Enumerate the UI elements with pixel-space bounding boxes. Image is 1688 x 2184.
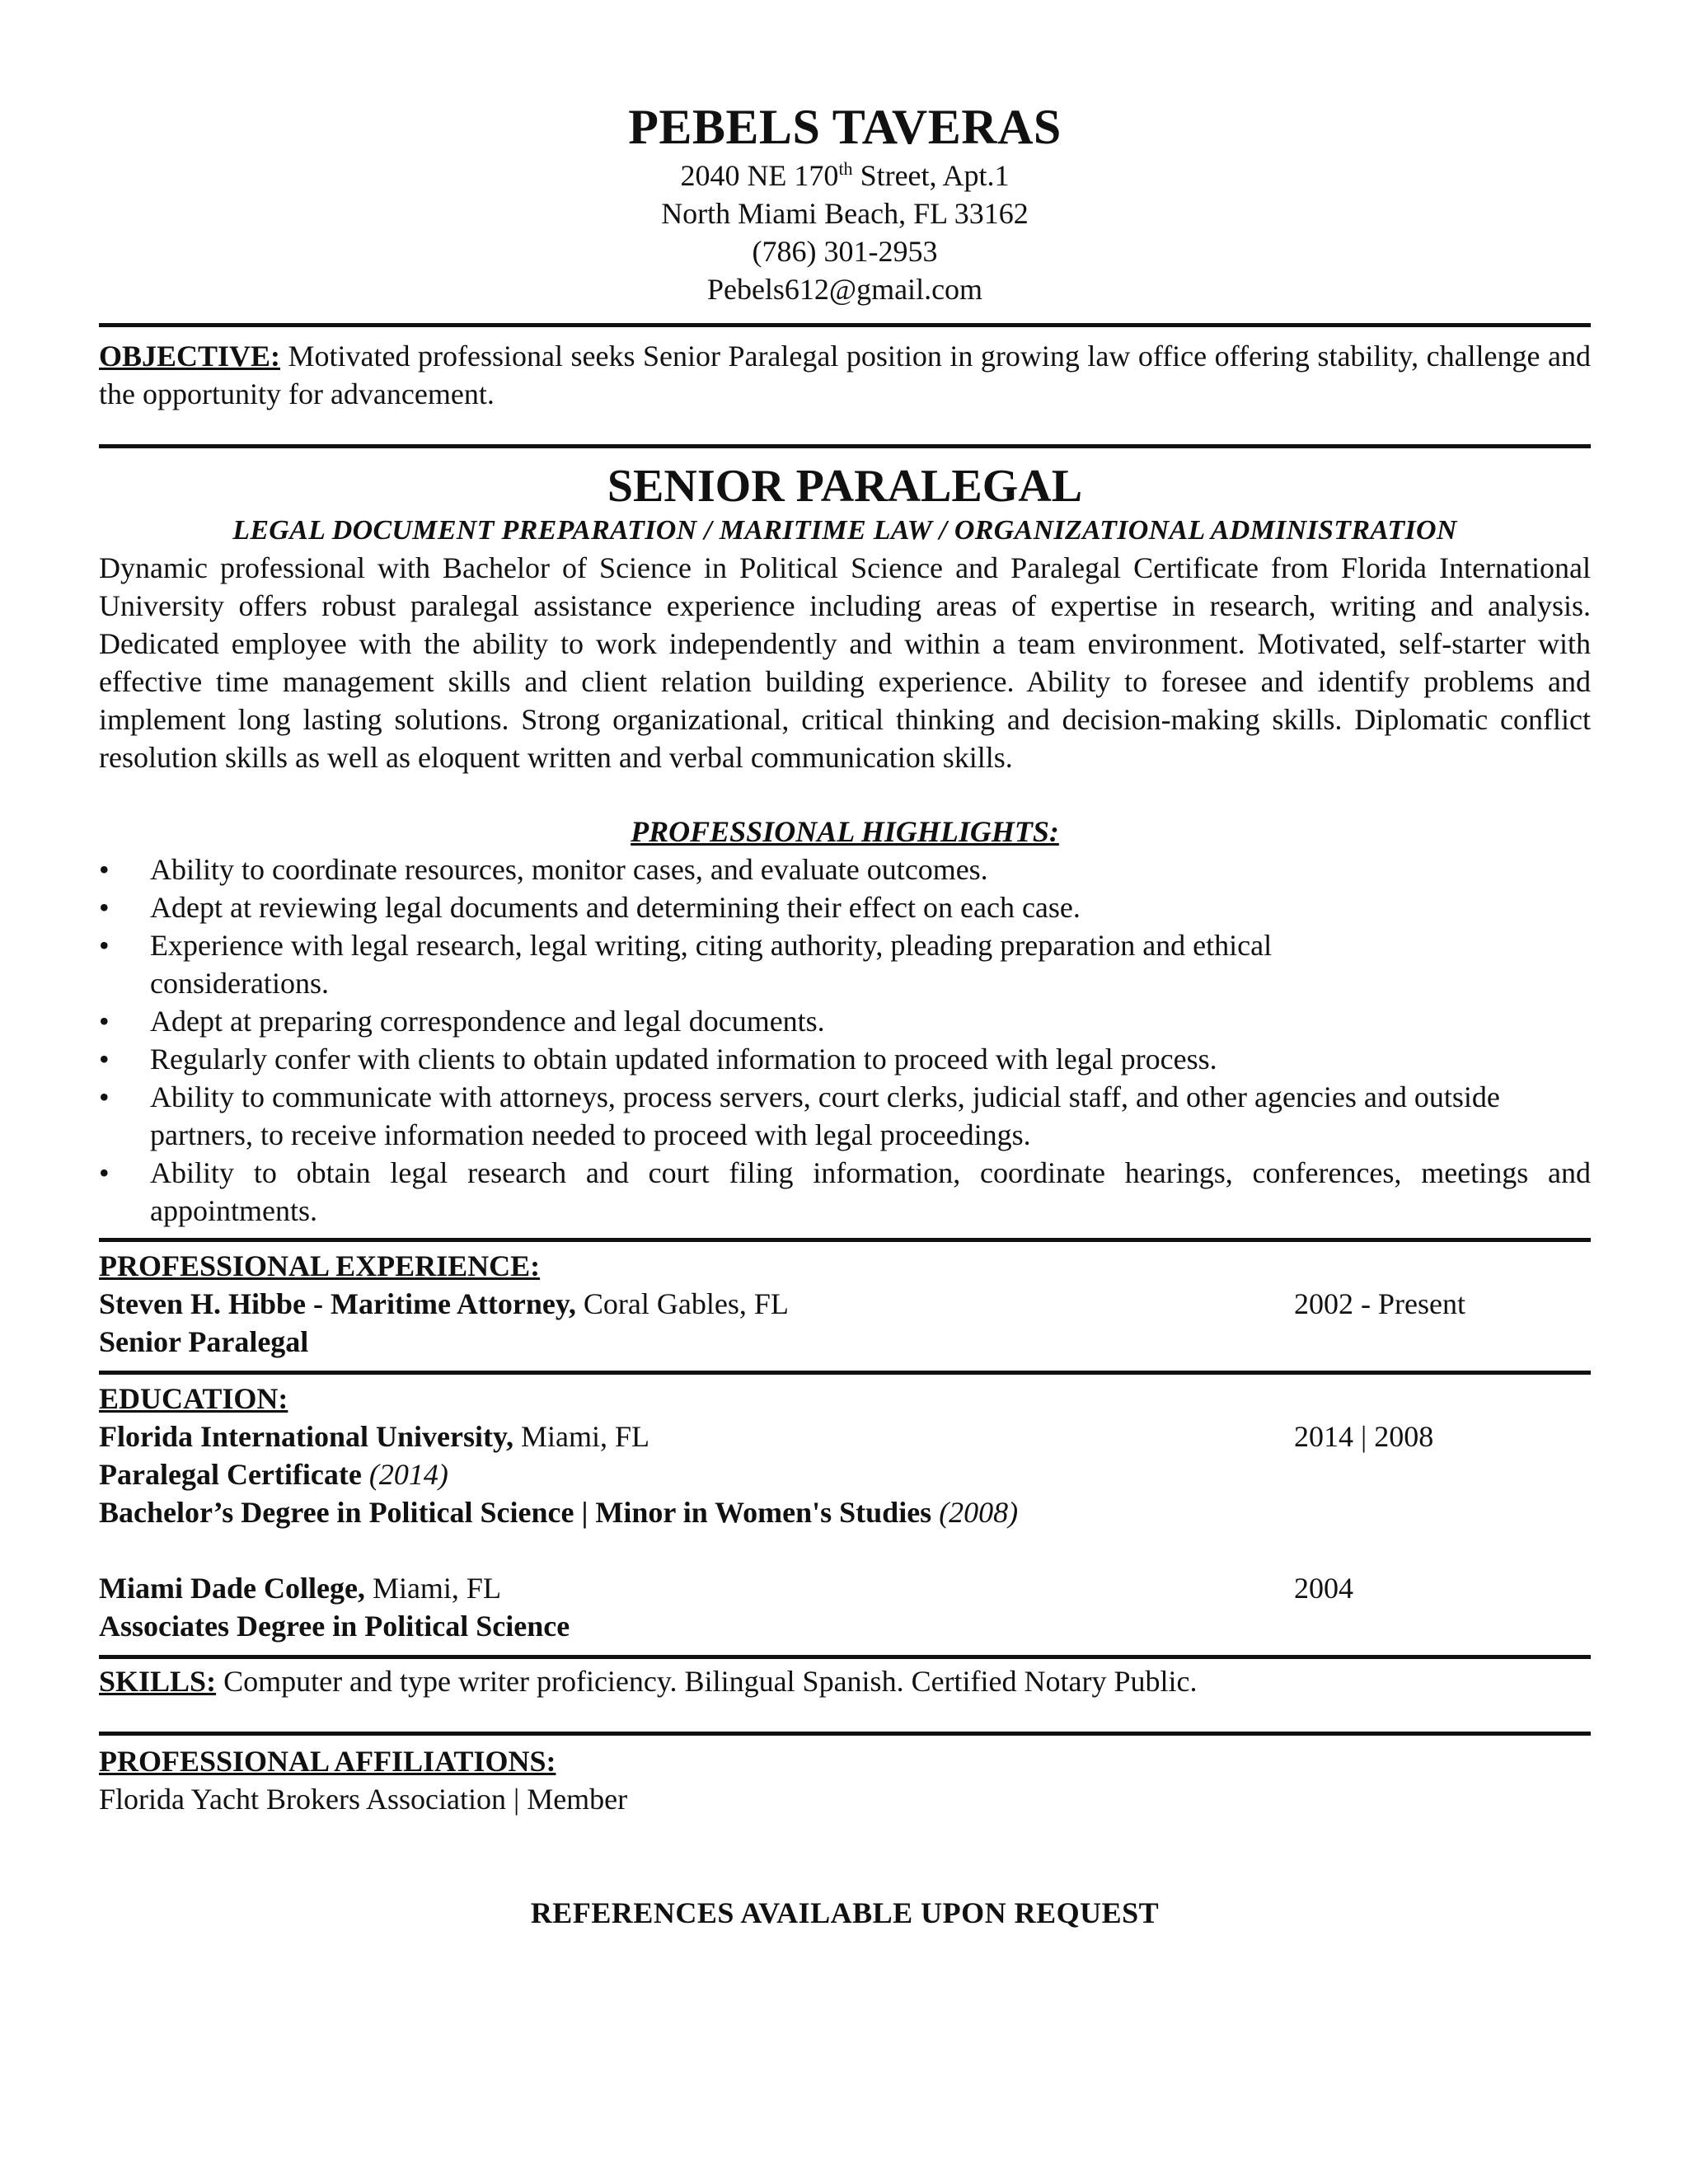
profile-title: SENIOR PARALEGAL xyxy=(607,461,1083,512)
list-item xyxy=(99,851,1591,888)
job-title: Senior Paralegal xyxy=(99,1325,309,1358)
bullet: • xyxy=(99,1156,110,1189)
highlights-heading: PROFESSIONAL HIGHLIGHTS: xyxy=(631,815,1059,848)
candidate-name: PEBELS TAVERAS xyxy=(628,100,1062,154)
email-address: Pebels612@gmail.com xyxy=(706,273,983,306)
affiliation-entry: Florida Yacht Brokers Association | Member xyxy=(99,1783,628,1816)
affiliations-heading: PROFESSIONAL AFFILIATIONS: xyxy=(99,1745,556,1778)
address-ordinal: th xyxy=(838,158,853,179)
list-item-text: Ability to obtain legal research and court filing information, coordinate hearings, conferences, meetings and appointments. xyxy=(150,1156,1591,1227)
objective-label: OBJECTIVE: xyxy=(99,340,281,373)
address-street: Street, Apt.1 xyxy=(852,159,1010,192)
list-item xyxy=(99,1040,1591,1078)
street-address xyxy=(99,157,1591,194)
bullet: • xyxy=(99,1080,110,1113)
certificate-name: Paralegal Certificate xyxy=(99,1458,362,1491)
degree-name: Bachelor’s Degree in Political Science | Minor in Women's Studies xyxy=(99,1496,932,1529)
list-item-text: Ability to communicate with attorneys, process servers, court clerks, judicial staff, and other agencies and outside partners, to receive information needed to proceed with legal proceedings. xyxy=(150,1080,1500,1151)
references-note: REFERENCES AVAILABLE UPON REQUEST xyxy=(530,1896,1160,1929)
education-entry xyxy=(99,1569,1591,1607)
divider xyxy=(99,444,1591,448)
list-item-text: Regularly confer with clients to obtain updated information to proceed with legal process. xyxy=(150,1043,1217,1076)
degree-line xyxy=(99,1493,1591,1531)
skills-section xyxy=(99,1662,1591,1700)
school-name: Miami Dade College, xyxy=(99,1572,365,1605)
divider xyxy=(99,323,1591,327)
profile-summary: Dynamic professional with Bachelor of Science in Political Science and Paralegal Certificate from Florida International University offers robust paralegal assistance experience including areas of expertise in research, writing and analysis. Dedicated employee with the ability to work independently and within a team environment. Motivated, self-starter with effective time management skills and client relation building experience. Ability to foresee and identify problems and implement long lasting solutions. Strong organizational, critical thinking and decision-making skills. Diplomatic conflict resolution skills as well as eloquent written and verbal communication skills. xyxy=(99,551,1591,774)
skills-label: SKILLS: xyxy=(99,1665,217,1698)
list-item-text: Adept at preparing correspondence and legal documents. xyxy=(150,1005,825,1038)
list-item-text: Experience with legal research, legal writing, citing authority, pleading preparation and ethical considerations. xyxy=(150,929,1273,1000)
skills-text: Computer and type writer proficiency. Bilingual Spanish. Certified Notary Public. xyxy=(216,1665,1198,1698)
objective-text: Motivated professional seeks Senior Paralegal position in growing law office offering stability, challenge and the opportunity for advancement. xyxy=(99,340,1591,410)
objective-section xyxy=(99,337,1591,413)
list-item xyxy=(99,888,1591,926)
bullet: • xyxy=(99,853,110,886)
list-item xyxy=(99,1154,1591,1230)
bullet: • xyxy=(99,929,110,962)
education-dates: 2014 | 2008 xyxy=(1294,1420,1434,1453)
highlights-list xyxy=(99,851,1591,1230)
phone-number: (786) 301-2953 xyxy=(752,235,938,268)
bullet: • xyxy=(99,1043,110,1076)
degree-name: Associates Degree in Political Science xyxy=(99,1610,570,1643)
education-heading: EDUCATION: xyxy=(99,1382,288,1415)
employer-name: Steven H. Hibbe - Maritime Attorney, xyxy=(99,1287,576,1320)
experience-entry xyxy=(99,1285,1591,1323)
resume-page xyxy=(99,0,1591,1932)
divider xyxy=(99,1655,1591,1659)
contact-header xyxy=(99,97,1591,308)
degree-year: (2008) xyxy=(931,1496,1019,1529)
school-name: Florida International University, xyxy=(99,1420,513,1453)
employment-dates: 2002 - Present xyxy=(1294,1287,1465,1320)
list-item xyxy=(99,926,1591,1002)
city-state-zip: North Miami Beach, FL 33162 xyxy=(661,197,1029,230)
education-entry xyxy=(99,1418,1591,1455)
employer-location: Coral Gables, FL xyxy=(575,1287,789,1320)
school-location: Miami, FL xyxy=(364,1572,501,1605)
list-item-text: Adept at reviewing legal documents and determining their effect on each case. xyxy=(150,891,1081,924)
list-item xyxy=(99,1078,1591,1154)
profile-subtitle: LEGAL DOCUMENT PREPARATION / MARITIME LAW / ORGANIZATIONAL ADMINISTRATION xyxy=(232,515,1457,546)
experience-heading: PROFESSIONAL EXPERIENCE: xyxy=(99,1249,541,1282)
list-item xyxy=(99,1002,1591,1040)
address-number: 2040 NE 170 xyxy=(680,159,839,192)
divider xyxy=(99,1371,1591,1375)
certificate-line xyxy=(99,1455,1591,1493)
education-dates: 2004 xyxy=(1294,1572,1353,1605)
divider xyxy=(99,1238,1591,1242)
bullet: • xyxy=(99,891,110,924)
bullet: • xyxy=(99,1005,110,1038)
divider xyxy=(99,1732,1591,1736)
certificate-year: (2014) xyxy=(361,1458,448,1491)
school-location: Miami, FL xyxy=(513,1420,650,1453)
list-item-text: Ability to coordinate resources, monitor cases, and evaluate outcomes. xyxy=(150,853,988,886)
